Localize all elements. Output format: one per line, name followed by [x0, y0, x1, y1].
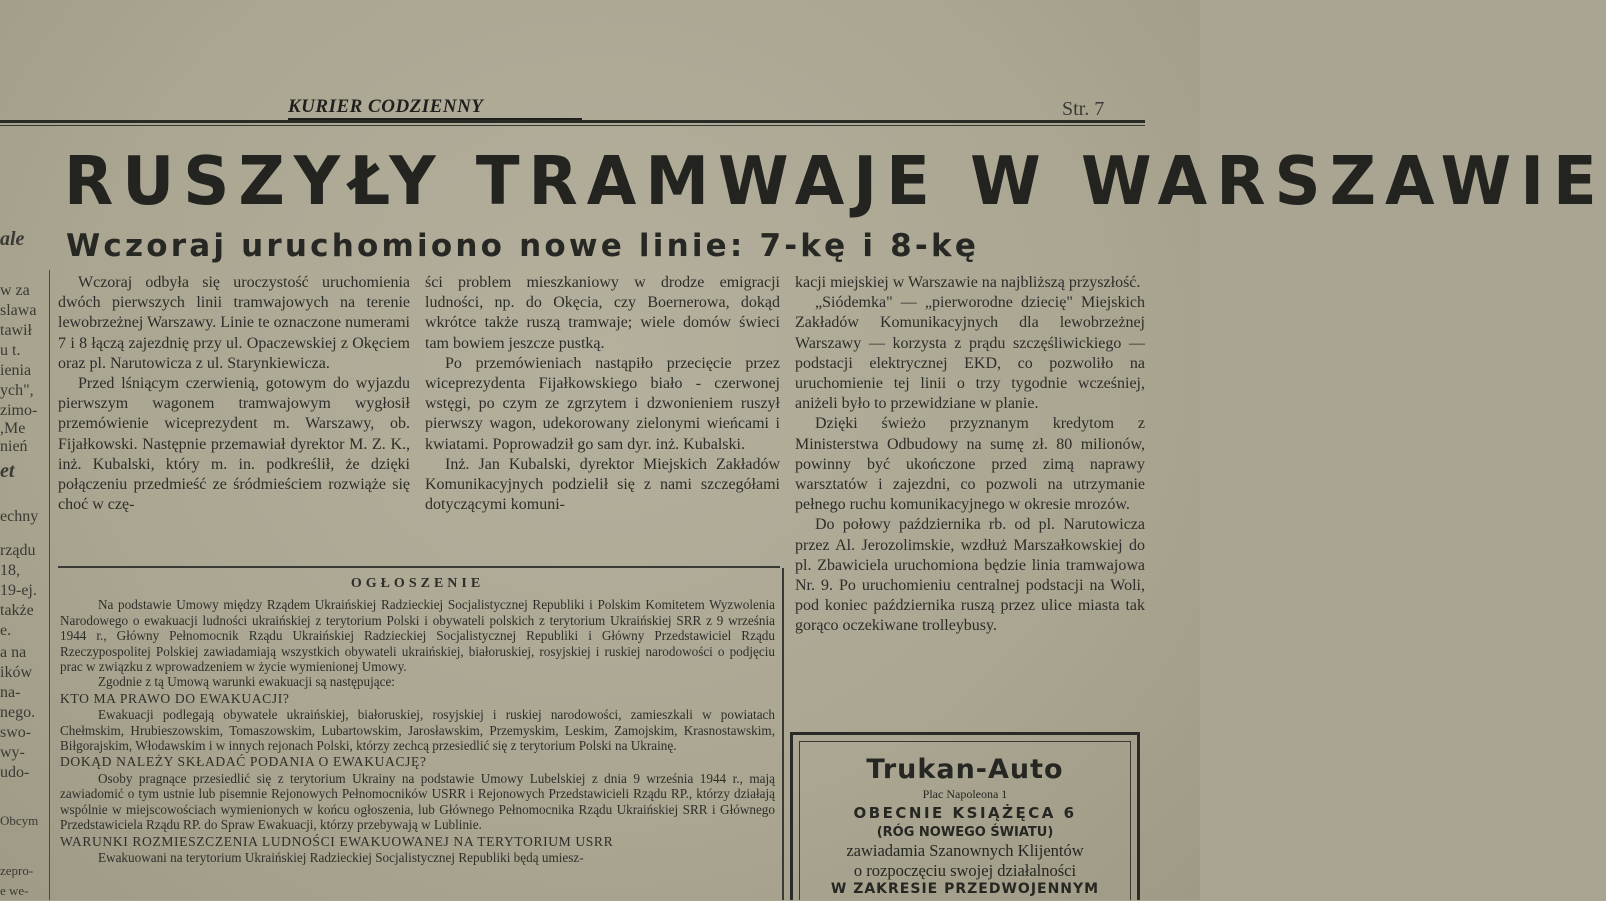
fragment-line: ych", [0, 382, 34, 399]
article-paragraph: Wczoraj odbyła się uroczystość uruchomienia dwóch pierwszych linii tramwajowych na terenie lewobrzeżnej Warszawy. Linie te oznaczone numerami 7 i 8 łączą zajezdnię przy ul. Opaczewskiej z Okęciem oraz pl. Narutowicza z ul. Starynkiewicza. [58, 274, 410, 372]
notice-heading: KTO MA PRAWO DO EWAKUACJI? [60, 690, 290, 706]
trukan-auto-advert [790, 732, 1140, 900]
fragment-line: echny [0, 508, 39, 525]
article-column-3 [795, 273, 1145, 728]
article-headline: RUSZYŁY TRAMWAJE W WARSZAWIE [64, 143, 1606, 221]
fragment-line: tawił [0, 322, 32, 339]
advert-name: Trukan-Auto [866, 754, 1064, 785]
fragment-line: nego. [0, 704, 36, 721]
fragment-line: e we- [0, 883, 29, 898]
left-column-fragment [0, 215, 46, 900]
fragment-line: udo- [0, 764, 30, 781]
notice-paragraph: Osoby pragnące przesiedlić się z terytorium Ukrainy na podstawie Umowy Lubelskiej z dnia 9 września 1944 r., mają zawiadomić o tym ustnie lub pisemnie Rejonowych Pełnomocników USRR i Rejonowych Przedstawicieli Rządu RP., którzy działają wspólnie w miejscowościach wymienionych w końcu ogłoszenia, lub Głównego Pełnomocnika Rządu Ukraińskiej SRR i Głównego Przedstawiciela Rządu RP. do Spraw Ewakuacji, którzy przebywają w Lublinie. [60, 770, 775, 833]
article-paragraph: Dzięki świeżo przyznanym kredytom z Ministerstwa Odbudowy na sumę zł. 80 milionów, powinny być ukończone przed zimą naprawy warsztatów i zajezdni, co pozwoli na utrzymanie pełnego ruchu komunikacyjnego w okresie mrozów. [795, 415, 1145, 514]
advert-old-address: Plac Napoleona 1 [922, 787, 1008, 801]
fragment-line: swo- [0, 724, 32, 741]
fragment-line: 19-ej. [0, 582, 37, 599]
advert-frame [799, 741, 1131, 900]
column-rule [782, 568, 784, 900]
fragment-line: et [0, 460, 15, 482]
fragment-line: rządu [0, 542, 36, 559]
notice-rule [58, 566, 780, 568]
fragment-line: zepro- [0, 863, 34, 878]
article-paragraph: kacji miejskiej w Warszawie na najbliższą przyszłość. [795, 274, 1141, 291]
notice-paragraph: Ewakuacji podlegają obywatele ukraińskiej, białoruskiej, rosyjskiej i ruskiej narodowości, zamieszkali w powiatach Chełmskim, Hrubieszowskim, Tomaszowskim, Lubartowskim, Jarosławskim, Przemyskim, Leskim, Zamojskim, Krasnostawskim, Biłgorajskim, Włodawskim i w innych rejonach Polski, którzy zechcą przesiedlić się z terytorium Polski na Ukrainę. [60, 707, 775, 754]
fragment-line: w za [0, 282, 30, 299]
notice-paragraph: Zgodnie z tą Umową warunki ewakuacji są następujące: [98, 674, 395, 690]
advert-corner: (RÓG NOWEGO ŚWIATU) [876, 825, 1054, 840]
advert-line: zawiadamia Szanownych Klijentów [846, 841, 1084, 860]
article-paragraph: Inż. Jan Kubalski, dyrektor Miejskich Zakładów Komunikacyjnych podzielił się z nami szczegółami dotyczącymi komuni- [425, 455, 780, 514]
article-column-1 [58, 273, 410, 563]
fragment-line: zimo- [0, 402, 38, 419]
notice-title: OGŁOSZENIE [350, 576, 485, 591]
fragment-line: ienia [0, 362, 32, 379]
fragment-line: e. [0, 622, 12, 639]
evacuation-notice [60, 574, 775, 900]
fragment-line: 18, [0, 562, 20, 579]
notice-heading: DOKĄD NALEŻY SKŁADAĆ PODANIA O EWAKUACJĘ? [60, 754, 427, 770]
fragment-line: a na [0, 644, 27, 661]
notice-paragraph: Na podstawie Umowy między Rządem Ukraińskiej Radzieckiej Socjalistycznej Republiki i Polskim Komitetem Wyzwolenia Narodowego o ewakuacji ludności ukraińskiej z terytorium Polski i obywateli polskich z terytorium Ukraińskiej SRR z 9 września 1944 r., Główny Pełnomocnik Rządu Ukraińskiej Radzieckiej Socjalistycznej Republiki i Główny Przedstawiciel Rządu Rzeczypospolitej Polskiej zawiadamiają wszystkich obywateli ukraińskiej, białoruskiej, rosyjskiej i ruskiej narodowości o podjęciu prac w związku z wprowadzeniem w życie wymienionej Umowy. [60, 597, 775, 675]
article-subheadline: Wczoraj uruchomiono nowe linie: 7-kę i 8-kę [66, 228, 980, 264]
fragment-line: także [0, 602, 34, 619]
article-column-2 [425, 273, 780, 563]
notice-heading: WARUNKI ROZMIESZCZENIA LUDNOŚCI EWAKUOWANEJ NA TERYTORIUM USRR [60, 833, 614, 849]
fragment-line: wy- [0, 744, 25, 761]
masthead: KURIER CODZIENNY [288, 96, 582, 121]
notice-paragraph: Ewakuowani na terytorium Ukraińskiej Radzieckiej Socjalistycznej Republiki będą umiesz- [98, 849, 584, 865]
fragment-line: na- [0, 684, 21, 701]
header-rule [0, 120, 1145, 123]
article-paragraph: Do połowy października rb. od pl. Narutowicza przez Al. Jerozolimskie, wzdłuż Marszałkowskiej do pl. Zbawiciela uruchomiona będzie linia tramwajowa Nr. 9. Po uruchomieniu centralnej podstacji na Woli, pod koniec października ruszą przez ulice miasta tak gorąco oczekiwane trolleybusy. [795, 516, 1145, 635]
fragment-line: slawa [0, 302, 37, 319]
advert-line: o rozpoczęciu swojej działalności [853, 861, 1077, 880]
fragment-line: Obcym [0, 813, 39, 828]
fragment-line: ików [0, 664, 32, 681]
page-number: Str. 7 [1062, 98, 1105, 120]
fragment-line: nień [0, 438, 28, 455]
fragment-line: ale [0, 228, 25, 250]
fragment-line: ,Me [0, 420, 26, 437]
advert-new-address: OBECNIE KSIĄŻĘCA 6 [853, 804, 1077, 822]
column-rule [49, 270, 50, 900]
header-rule-thin [0, 125, 1145, 126]
article-paragraph: Po przemówieniach nastąpiło przecięcie przez wiceprezydenta Fijałkowskiego biało - czerwonej wstęgi, po czym ze zgrzytem i dzwonieniem ruszył pierwszy wagon, udekorowany zielonymi wieńcami i kwiatami. Poprowadził go sam dyr. inż. Kubalski. [425, 354, 780, 453]
fragment-line: u t. [0, 342, 21, 359]
article-paragraph: Przed lśniącym czerwienią, gotowym do wyjazdu pierwszym wagonem tramwajowym wygłosił przemówienie wiceprezydent m. Warszawy, ob. Fijałkowski. Następnie przemawiał dyrektor M. Z. K., inż. Kubalski, który m. in. podkreślił, że dzięki połączeniu przedmieść ze śródmieściem rozwiąże się choć w czę- [58, 375, 410, 514]
article-paragraph: „Siódemka" — „pierworodne dziecię" Miejskich Zakładów Komunikacyjnych dla lewobrzeżnej Warszawy — korzysta z prądu szczęśliwickiego — podstacji elektrycznej EKD, co pozwoliło na uruchomienie tej linii o trzy tygodnie wcześniej, aniżeli było to przewidziane w planie. [795, 294, 1145, 413]
advert-line: W ZAKRESIE PRZEDWOJENNYM [830, 881, 1100, 897]
article-paragraph: ści problem mieszkaniowy w drodze emigracji ludności, np. do Okęcia, czy Boernerowa, dokąd wkrótce także ruszą tramwaje; wiele domów świeci tam bowiem jeszcze pustką. [425, 274, 780, 352]
